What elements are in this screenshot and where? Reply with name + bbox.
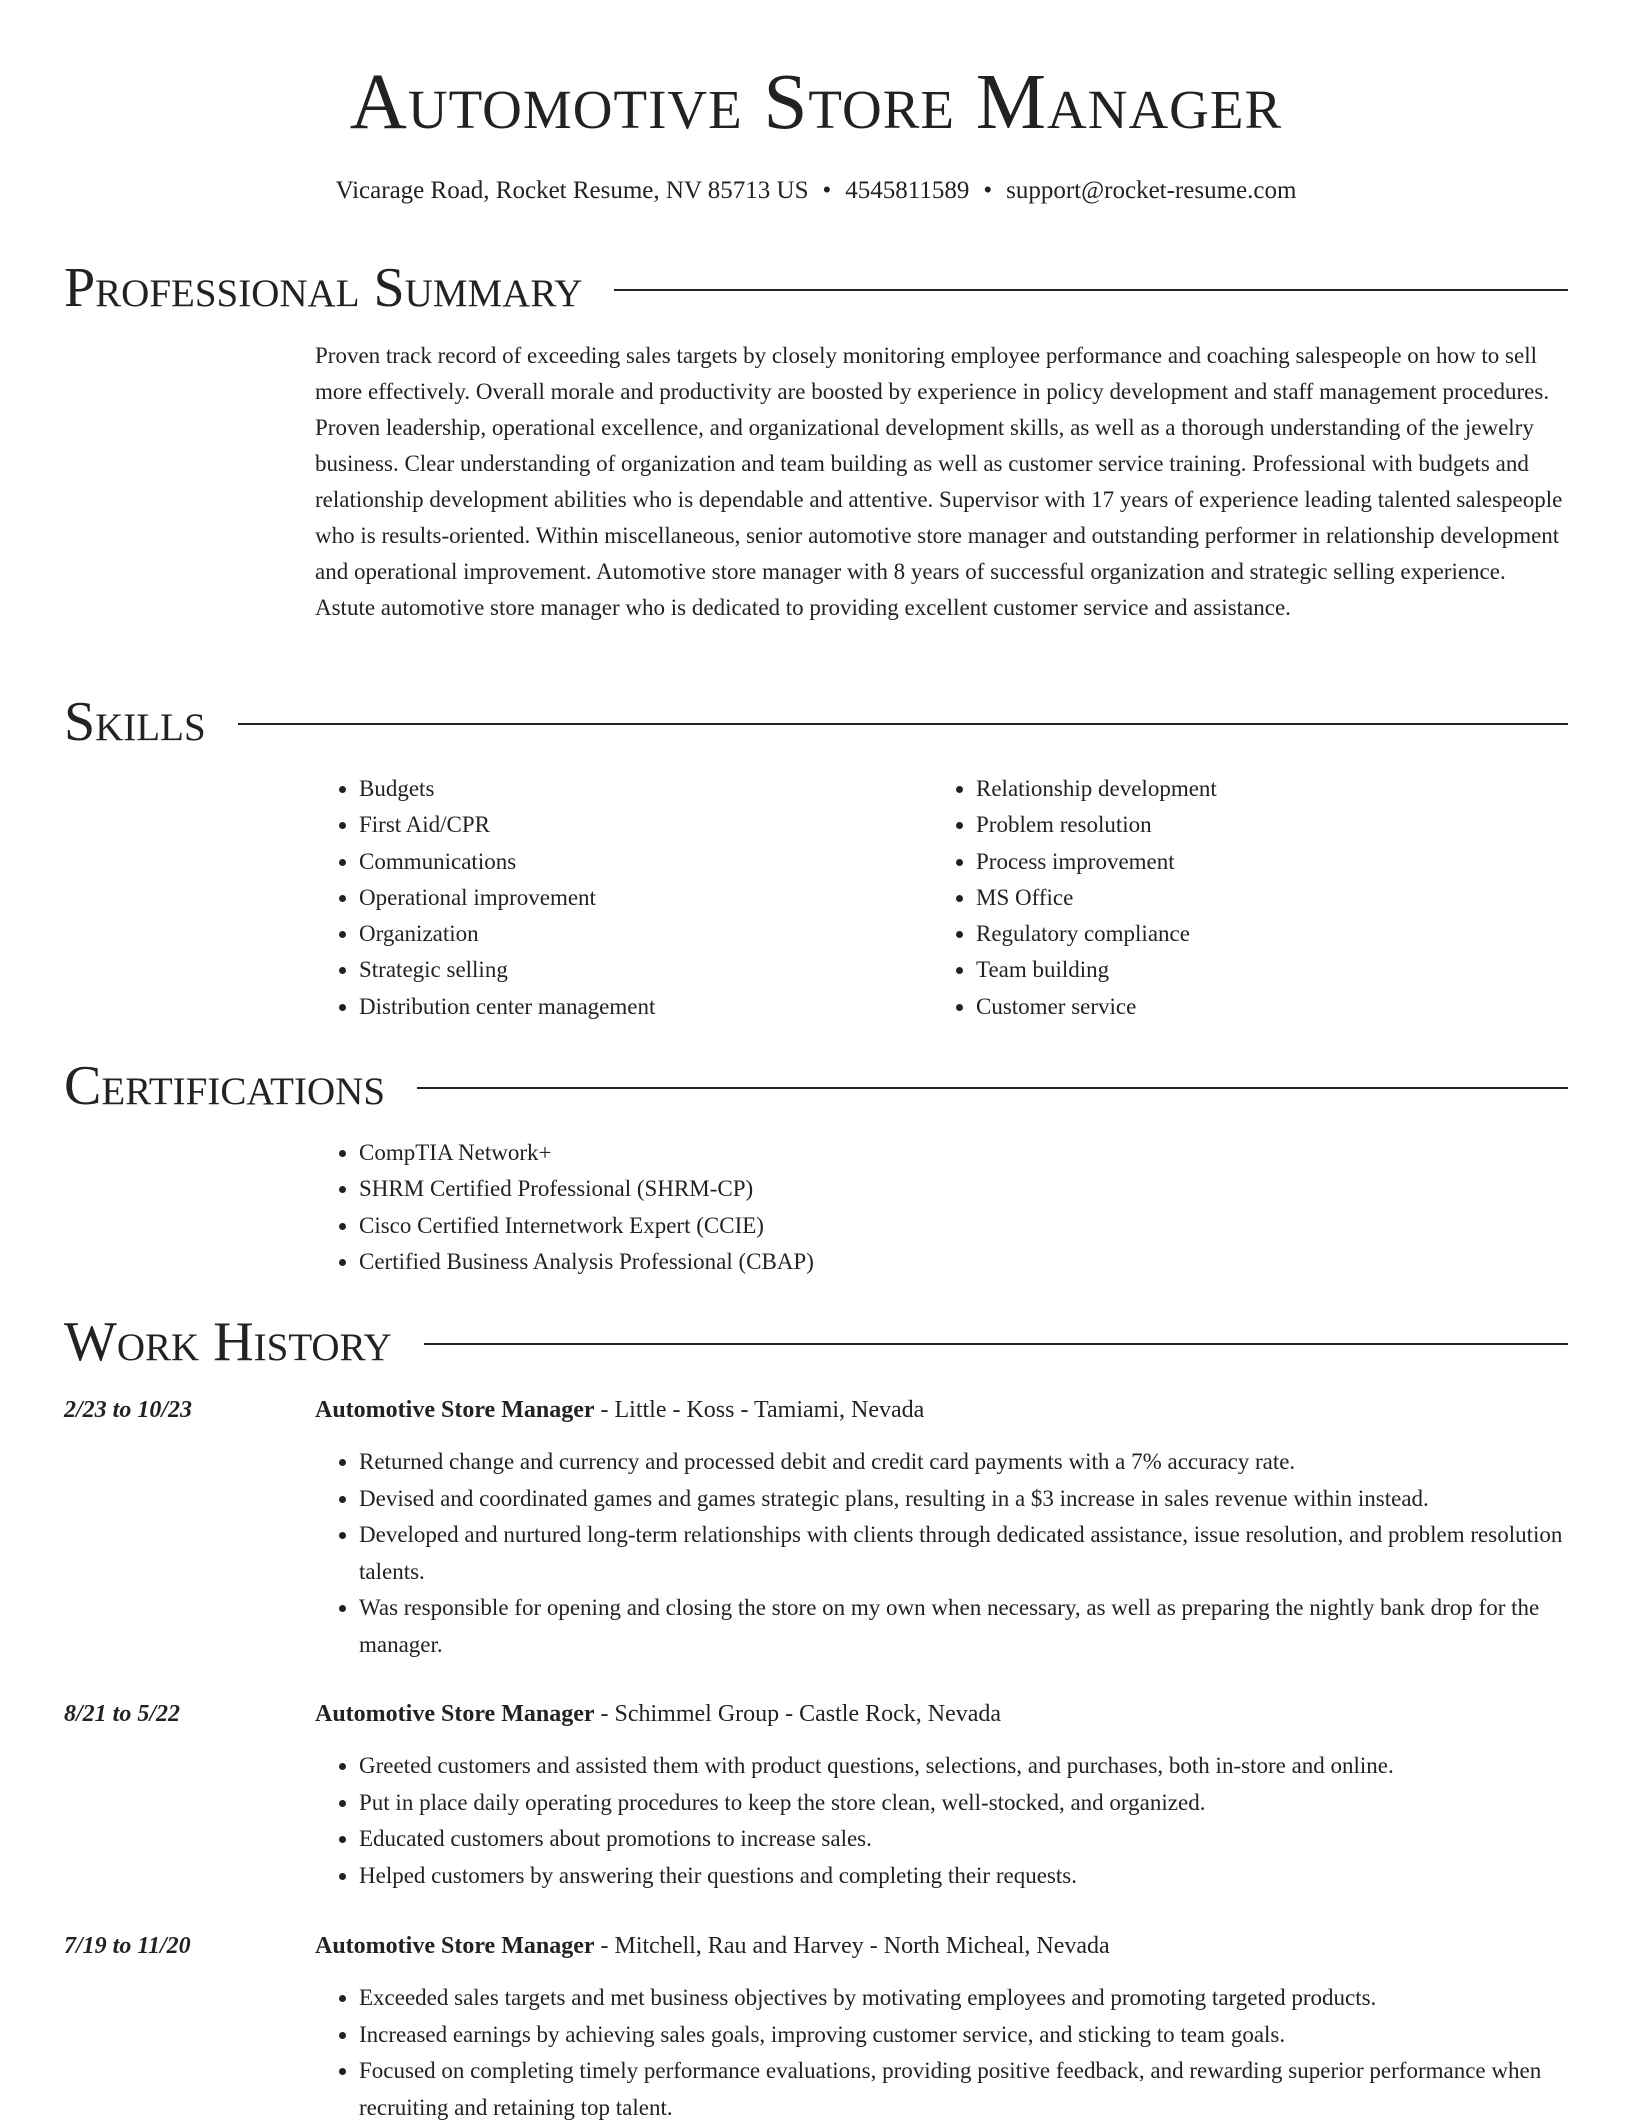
job-bullets — [315, 1980, 1568, 2126]
list-item: • Was responsible for opening and closing the store on my own when necessary, as well as preparing the nightly bank drop for the manager. — [359, 1590, 1568, 1663]
section-rule — [614, 289, 1568, 291]
skills-heading-text: Skills — [64, 691, 206, 753]
list-item: • Relationship development — [976, 771, 1576, 807]
list-item: • First Aid/CPR — [359, 807, 919, 843]
job-title-line — [315, 1697, 1001, 1731]
resume-name: Automotive Store Manager — [349, 59, 1283, 146]
work-history-heading — [64, 1310, 1568, 1374]
skills-list-right — [932, 771, 1576, 1025]
list-item: • MS Office — [976, 880, 1576, 916]
list-item: • Put in place daily operating procedures to keep the store clean, well-stocked, and organized. — [359, 1785, 1568, 1822]
list-item: • Customer service — [976, 989, 1576, 1025]
contact-line — [64, 174, 1568, 208]
list-item: • Problem resolution — [976, 807, 1576, 843]
list-item: • Operational improvement — [359, 880, 919, 916]
list-item: • Developed and nurtured long-term relationships with clients through dedicated assistance, issue resolution, and problem resolution talents. — [359, 1517, 1568, 1590]
list-item: • Cisco Certified Internetwork Expert (CCIE) — [359, 1208, 1559, 1244]
list-item: • Devised and coordinated games and games strategic plans, resulting in a $3 increase in sales revenue within instead. — [359, 1481, 1568, 1518]
section-rule — [417, 1087, 1568, 1089]
summary-text: Proven track record of exceeding sales targets by closely monitoring employee performance and coaching salespeople on how to sell more effectively. Overall morale and productivity are boosted by experience in policy development and staff management procedures. Proven leadership, operational excellence, and organizational development skills, as well as a thorough understanding of the jewelry business. Clear understanding of organization and team building as well as customer service training. Professional with budgets and relationship development abilities who is dependable and attentive. Supervisor with 17 years of experience leading talented salespeople who is results-oriented. Within miscellaneous, senior automotive store manager and outstanding performer in relationship development and operational improvement. Automotive store manager with 8 years of successful organization and strategic selling experience. Astute automotive store manager who is dedicated to providing excellent customer service and assistance. — [315, 343, 1563, 620]
job-title: Automotive Store Manager — [315, 1933, 595, 1959]
summary-heading-text: Professional Summary — [64, 257, 583, 319]
list-item: • Strategic selling — [359, 952, 919, 988]
list-item: • Increased earnings by achieving sales goals, improving customer service, and sticking to team goals. — [359, 2017, 1568, 2054]
skills-heading — [64, 690, 1568, 754]
section-rule — [238, 723, 1568, 725]
section-rule — [424, 1343, 1568, 1345]
list-item: • Process improvement — [976, 844, 1576, 880]
contact-separator: • — [822, 177, 832, 204]
list-item: • Educated customers about promotions to increase sales. — [359, 1821, 1568, 1858]
job-dates: 8/21 to 5/22 — [64, 1701, 181, 1727]
job-bullets — [315, 1748, 1568, 1894]
work-history-heading-text: Work History — [64, 1311, 392, 1373]
job-dates: 2/23 to 10/23 — [64, 1397, 193, 1423]
skills-list-left — [315, 771, 919, 1025]
list-item: • Communications — [359, 844, 919, 880]
job-dates: 7/19 to 11/20 — [64, 1933, 191, 1959]
list-item: • Certified Business Analysis Professional (CBAP) — [359, 1244, 1559, 1280]
contact-phone: 4545811589 — [845, 177, 970, 204]
certifications-heading-text: Certifications — [64, 1055, 386, 1117]
job-title: Automotive Store Manager — [315, 1397, 595, 1423]
job-employer: - Little - Koss - Tamiami, Nevada — [594, 1397, 925, 1423]
certifications-list — [315, 1135, 1559, 1280]
job-title-line — [315, 1929, 1110, 1963]
job-title: Automotive Store Manager — [315, 1701, 595, 1727]
job-bullets — [315, 1444, 1568, 1663]
list-item: • Greeted customers and assisted them with product questions, selections, and purchases, both in-store and online. — [359, 1748, 1568, 1785]
summary-heading — [64, 256, 1568, 320]
list-item: • Organization — [359, 916, 919, 952]
job-title-line — [315, 1393, 924, 1427]
job-employer: - Mitchell, Rau and Harvey - North Micheal, Nevada — [594, 1933, 1110, 1959]
list-item: • Budgets — [359, 771, 919, 807]
list-item: • Focused on completing timely performance evaluations, providing positive feedback, and rewarding superior performance when recruiting and retaining top talent. — [359, 2053, 1568, 2126]
contact-separator: • — [983, 177, 993, 204]
list-item: • CompTIA Network+ — [359, 1135, 1559, 1171]
list-item: • Helped customers by answering their questions and completing their requests. — [359, 1858, 1568, 1895]
contact-address: Vicarage Road, Rocket Resume, NV 85713 US — [335, 177, 809, 204]
job-employer: - Schimmel Group - Castle Rock, Nevada — [594, 1701, 1002, 1727]
list-item: • Returned change and currency and processed debit and credit card payments with a 7% accuracy rate. — [359, 1444, 1568, 1481]
list-item: • Exceeded sales targets and met business objectives by motivating employees and promoting targeted products. — [359, 1980, 1568, 2017]
list-item: • SHRM Certified Professional (SHRM-CP) — [359, 1171, 1559, 1207]
certifications-heading — [64, 1054, 1568, 1118]
list-item: • Distribution center management — [359, 989, 919, 1025]
list-item: • Team building — [976, 952, 1576, 988]
contact-email: support@rocket-resume.com — [1006, 177, 1297, 204]
list-item: • Regulatory compliance — [976, 916, 1576, 952]
